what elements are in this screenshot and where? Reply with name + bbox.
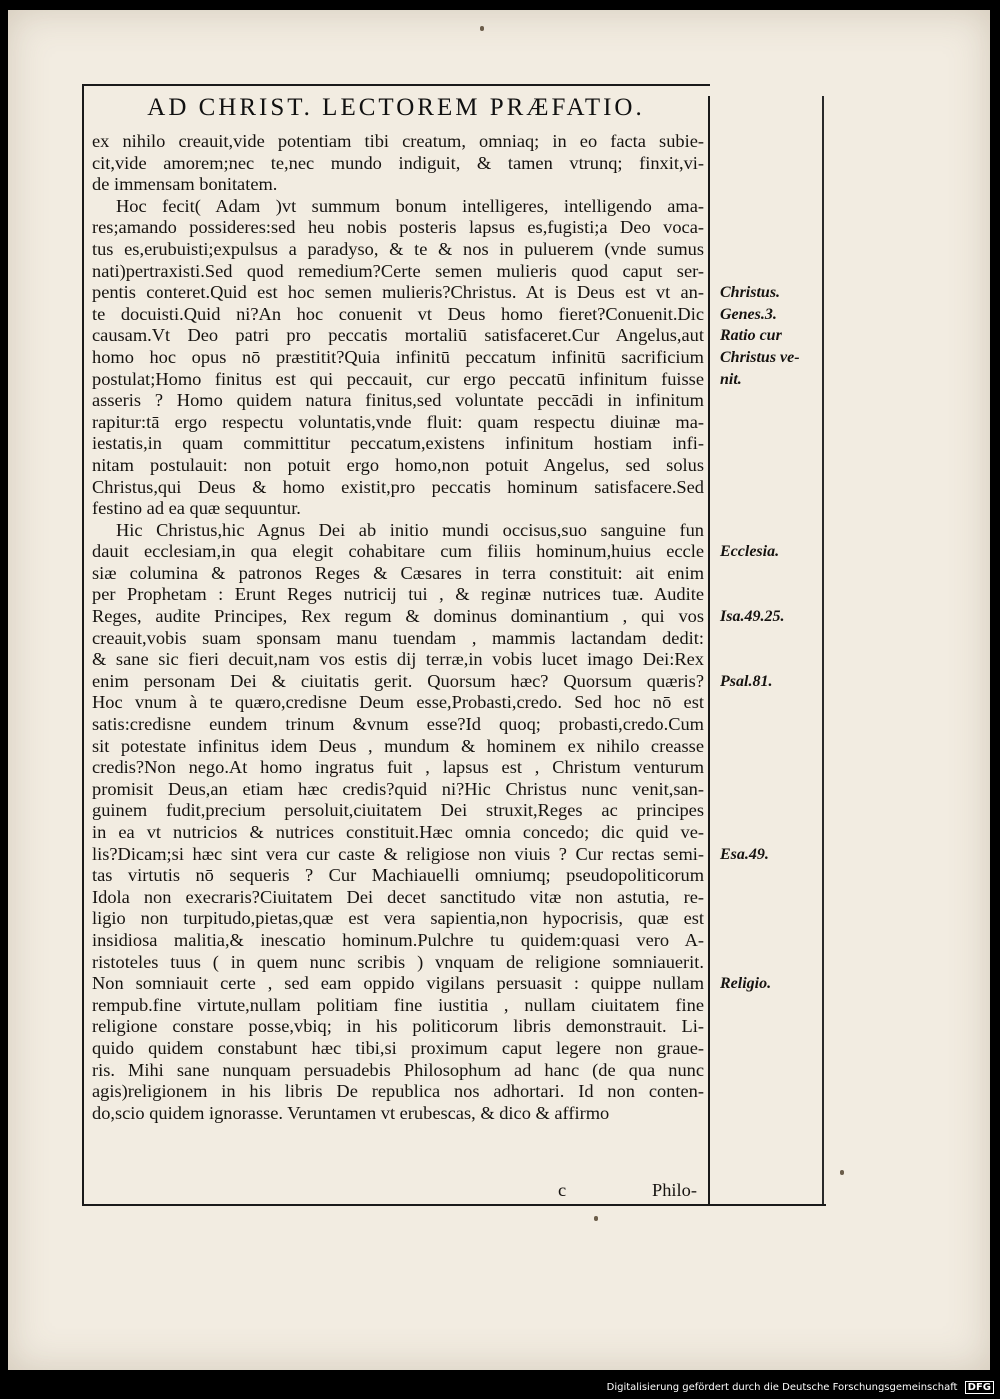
text-line: res;amando possideres:sed heu nobis posteris lapsus es,fugisti;a Deo voca- [92, 217, 704, 238]
text-line: insidiosa malitia,& inescatio hominum.Pulchre tu quidem:quasi vero A- [92, 929, 704, 950]
paper-speck [480, 26, 484, 31]
text-line: religione constare posse,vbiq; in his politicorum libris demonstrauit. Li- [92, 1016, 704, 1037]
text-line: nati)pertraxisti.Sed quod remedium?Certe semen mulieris quod caput ser- [92, 260, 704, 281]
text-line: & sane sic fieri decuit,nam vos estis dij terræ,in vobis lucet imago Dei:Rex [92, 649, 704, 670]
text-line: causam.Vt Deo patri pro peccatis mortaliū satisfaceret.Cur Angelus,aut [92, 325, 704, 346]
text-line: rempub.fine virtute,nullam politiam fine iustitia , nullam ciuitatem fine [92, 994, 704, 1015]
text-line: Non somniauit certe , sed eam oppido vigilans persuasit : quippe nullam [92, 973, 704, 994]
text-line: in ea vt nutricios & nutrices constituit.Hæc omnia concedo; dic quid ve- [92, 822, 704, 842]
text-line: siæ columina & patronos Reges & Cæsares in terra constituit: ait enim [92, 562, 704, 583]
text-line: promisit Deus,an etiam hæc credis?quid ni?Hic Christus nunc venit,san- [92, 778, 704, 799]
margin-divider-rule [708, 96, 710, 1204]
text-line: pentis conteret.Quid est hoc semen mulieris?Christus. At is Deus est vt an- [92, 282, 704, 303]
text-line: homo hoc opus nō præstitit?Quia infinitū peccatum infinitū sacrificium [92, 346, 704, 367]
marginal-note: Religio. [720, 975, 772, 993]
text-line: postulat;Homo finitus est qui peccauit, cur ergo peccatū infinitum fuisse [92, 368, 704, 389]
text-line: sit potestate infinitus idem Deus , mundum & hominem ex nihilo creasse [92, 735, 704, 756]
text-line: nitam postulauit: non potuit ergo homo,non potuit Angelus, sed solus [92, 454, 704, 475]
digitization-credit [607, 1382, 994, 1393]
text-line: agis)religionem in his libris De republica nos adhortari. Id non conten- [92, 1081, 704, 1102]
body-text [92, 131, 704, 1124]
text-line: Hoc vnum à te quæro,credisne Deum esse,Probasti,credo. Sed hoc nō est [92, 692, 704, 713]
marginal-note: Genes.3. [720, 305, 777, 323]
paper-speck [840, 1170, 844, 1175]
footer-rule [82, 1204, 826, 1206]
text-line: credis?Non nego.At homo ingratus fuit , lapsus est , Christum venturum [92, 757, 704, 778]
text-line: Christus,qui Deus & homo existit,pro peccatis hominum satisfacere.Sed [92, 476, 704, 497]
text-line: creauit,vobis suam sponsam manu tuendam , mammis lactandam dedit: [92, 627, 704, 648]
text-line: de immensam bonitatem. [92, 174, 278, 195]
text-line: guinem fudit,precium persoluit,ciuitatem Dei struxit,Reges ac principes [92, 800, 704, 821]
text-line: te docuisti.Quid ni?An hoc conuenit vt Deus homo fieret?Conuenit.Dic [92, 303, 704, 324]
marginal-note: Ecclesia. [720, 543, 780, 561]
text-line: Hic Christus,hic Agnus Dei ab initio mundi occisus,suo sanguine fun [116, 519, 704, 540]
text-line: cit,vide amorem;nec te,nec mundo indiguit, & tamen vtrunq; finxit,vi- [92, 152, 704, 173]
marginal-note: Isa.49.25. [720, 608, 785, 626]
marginal-note: Christus. [720, 284, 781, 302]
text-line: enim personam Dei & ciuitatis gerit. Quorsum hæc? Quorsum quæris? [92, 670, 704, 691]
text-line: Idola non execraris?Ciuitatem Dei decet sanctitudo vitæ non astutia, re- [92, 886, 704, 907]
left-frame-rule [82, 84, 84, 1204]
text-line: per Prophetam : Erunt Reges nutricij tui , & reginæ nutrices tuæ. Audite [92, 584, 704, 605]
page-title: AD CHRIST. LECTOREM PRÆFATIO. [147, 94, 645, 121]
text-line: ris. Mihi sane nunquam persuadebis Philosophum ad hanc (de qua nunc [92, 1059, 704, 1080]
dfg-logo: DFG [965, 1381, 994, 1394]
text-line: ligio non turpitudo,pietas,quæ est vera sapientia,non hypocrisis, quæ est [92, 908, 704, 929]
credit-text: Digitalisierung gefördert durch die Deutsche Forschungsgemeinschaft [606, 1382, 958, 1393]
right-frame-rule [822, 96, 824, 1204]
text-line: tus es,erubuisti;expulsus a paradyso, & te & nos in puluerem (vnde sumus [92, 238, 704, 259]
text-line: lis?Dicam;si hæc sint vera cur caste & religiose non viuis ? Cur rectas semi- [92, 843, 704, 864]
paper-speck [594, 1216, 598, 1221]
text-line: Hoc fecit( Adam )vt summum bonum intelligeres, intelligendo ama- [116, 195, 704, 216]
header-rule [82, 84, 710, 86]
text-line: do,scio quidem ignorasse. Veruntamen vt erubescas, & dico & affirmo [92, 1102, 610, 1123]
catchword: Philo- [652, 1180, 697, 1200]
text-line: tas virtutis nō sequeris ? Cur Machiauelli omniumq; pseudopoliticorum [92, 865, 704, 886]
signature-mark: c [558, 1180, 567, 1200]
text-line: satis:credisne eundem trinum &vnum esse?Id quoq; probasti,credo.Cum [92, 714, 704, 735]
text-line: festino ad ea quæ sequuntur. [92, 498, 301, 519]
text-line: ristoteles tuus ( in quem nunc scribis ) vnquam de religione somniauerit. [92, 951, 704, 972]
text-line: iestatis,in quam committitur peccatum,existens infinitum hostiam infi- [92, 433, 704, 454]
marginal-note: Esa.49. [720, 845, 769, 863]
marginal-note: nit. [720, 370, 742, 388]
text-line: rapitur:tā ergo respectu voluntatis,vnde fluit: quam respectu diuinæ ma- [92, 411, 704, 432]
text-line: quido quidem constabunt hæc tibi,si proximum caput legere non graue- [92, 1037, 704, 1058]
marginal-note: Christus ve- [720, 349, 800, 366]
text-line: asseris ? Homo quidem natura finitus,sed voluntate peccādi in infinitum [92, 390, 704, 411]
text-line: Reges, audite Principes, Rex regum & dominus dominantium , qui vos [92, 606, 704, 627]
text-line: ex nihilo creauit,vide potentiam tibi creatum, omniaq; in eo facta subie- [92, 131, 704, 151]
text-line: dauit ecclesiam,in qua elegit cohabitare cum filiis hominum,huius eccle [92, 541, 704, 562]
marginal-note: Ratio cur [720, 327, 782, 345]
marginal-note: Psal.81. [720, 673, 773, 690]
